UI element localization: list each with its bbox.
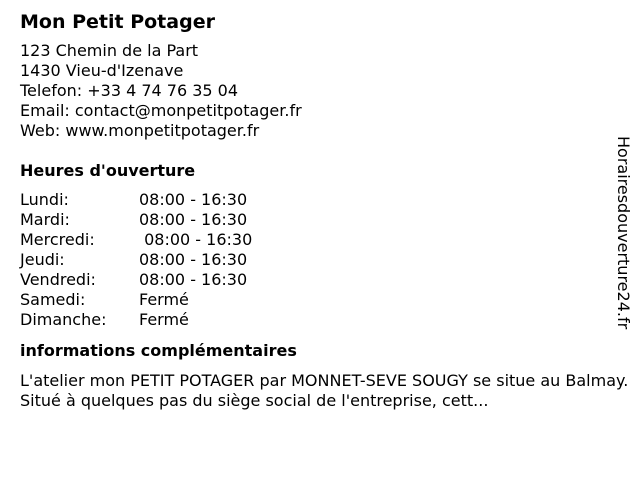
business-card xyxy=(20,10,632,411)
email-line: Email: contact@monpetitpotager.fr xyxy=(20,101,302,120)
hours-day-label: Mardi: xyxy=(20,210,70,229)
hours-time-value: 08:00 - 16:30 xyxy=(139,230,253,249)
business-name: Mon Petit Potager xyxy=(20,11,215,33)
opening-hours-heading: Heures d'ouverture xyxy=(20,161,196,180)
hours-row-sunday xyxy=(20,310,632,330)
hours-row-wednesday xyxy=(20,230,632,250)
hours-time-value: 08:00 - 16:30 xyxy=(139,210,248,229)
hours-day-label: Vendredi: xyxy=(20,270,96,289)
hours-time-value: 08:00 - 16:30 xyxy=(139,270,248,289)
hours-row-tuesday xyxy=(20,210,632,230)
hours-day-label: Jeudi: xyxy=(20,250,65,269)
hours-time-value: Fermé xyxy=(139,310,189,329)
hours-time-value: Fermé xyxy=(139,290,189,309)
hours-day-label: Mercredi: xyxy=(20,230,95,249)
hours-row-saturday xyxy=(20,290,632,310)
site-watermark: Horairesdouverture24.fr xyxy=(614,136,633,330)
hours-row-monday xyxy=(20,190,632,210)
hours-day-label: Dimanche: xyxy=(20,310,107,329)
hours-time-value: 08:00 - 16:30 xyxy=(139,190,248,209)
additional-info-text: L'atelier mon PETIT POTAGER par MONNET-SEVE SOUGY se situe au Balmay. Situé à quelques pas du siège social de l'entreprise, cett... xyxy=(20,371,629,410)
address-city: 1430 Vieu-d'Izenave xyxy=(20,61,184,80)
hours-day-label: Lundi: xyxy=(20,190,69,209)
hours-row-thursday xyxy=(20,250,632,270)
address-street: 123 Chemin de la Part xyxy=(20,41,199,60)
web-line: Web: www.monpetitpotager.fr xyxy=(20,121,260,140)
additional-info-heading: informations complémentaires xyxy=(20,341,297,360)
hours-time-value: 08:00 - 16:30 xyxy=(139,250,248,269)
phone-line: Telefon: +33 4 74 76 35 04 xyxy=(20,81,239,100)
hours-day-label: Samedi: xyxy=(20,290,86,309)
hours-row-friday xyxy=(20,270,632,290)
